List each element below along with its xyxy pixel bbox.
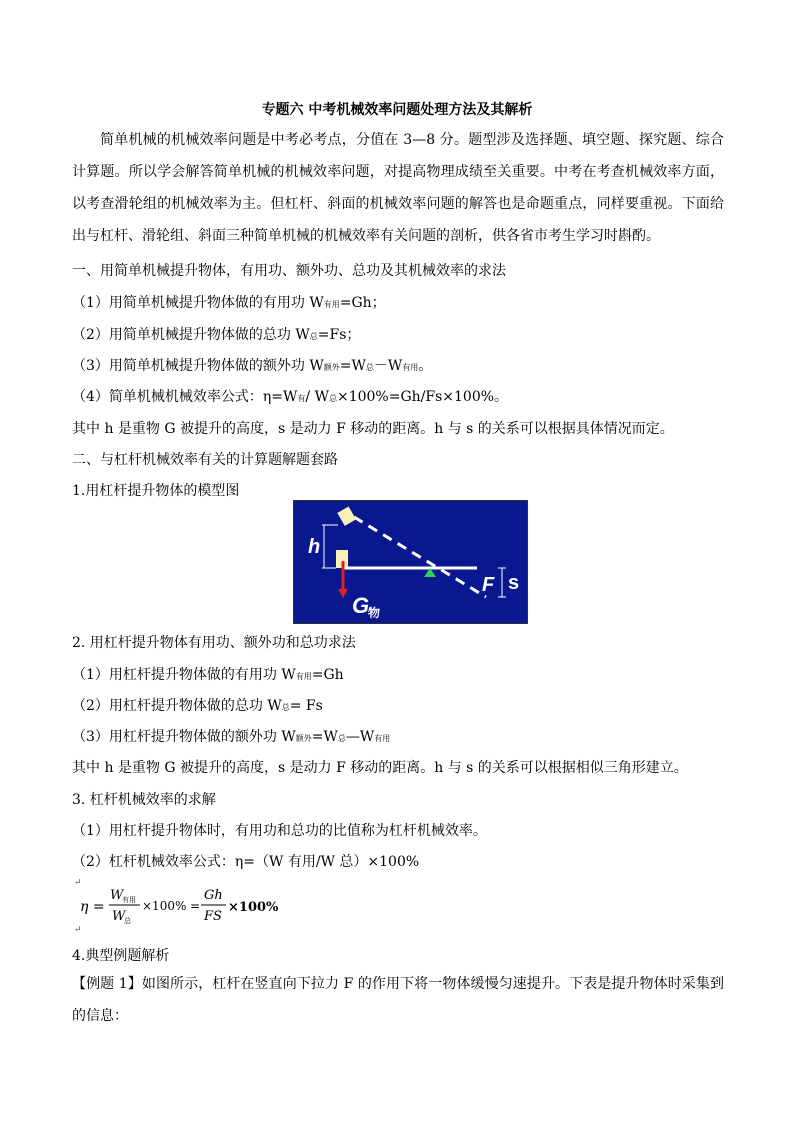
h-label: h (308, 536, 321, 558)
formula-num1: W (110, 888, 124, 903)
g-label: G (352, 593, 370, 618)
section1-heading: 一、用简单机械提升物体，有用功、额外功、总功及其机械效率的求法 (72, 263, 506, 279)
g-sub-label: 物 (368, 606, 381, 620)
section1-item-3: （3）用简单机械提升物体做的额外功 W额外=W总－W有用。 (72, 358, 433, 374)
section1-item-4: （4）简单机械机械效率公式：η=W有/ W总×100%=Gh/Fs×100%。 (72, 389, 509, 405)
section2-sub3: 3. 杠杆机械效率的求解 (72, 792, 216, 808)
intro-paragraph: 简单机械的机械效率问题是中考必考点，分值在 3—8 分。题型涉及选择题、填空题、探究题、综合计算题。所以学会解答简单机械的机械效率问题，对提高物理成绩至关重要。中考在考查机械效率方面，以考查滑轮组的机械效率为主。但杠杆、斜面的机械效率问题的解答也是命题重点，同样要重视。下面给出与杠杆、滑轮组、斜面三种简单机械的机械效率有关问题的剖析，供各省市考生学习时斟酌。 (72, 132, 724, 244)
section2-note: 其中 h 是重物 G 被提升的高度，s 是动力 F 移动的距离。h 与 s 的关系可以根据相似三角形建立。 (72, 760, 688, 776)
return-mark: ↵ (74, 878, 82, 888)
formula-num1-sub: 有用 (122, 896, 136, 904)
formula-eta: η = (80, 899, 105, 915)
section1-item-2: （2）用简单机械提升物体做的总功 W总=Fs； (72, 327, 361, 343)
formula-den2: FS (204, 909, 222, 924)
formula-den1-sub: 总 (124, 917, 131, 925)
section2-heading: 二、与杠杆机械效率有关的计算题解题套路 (72, 452, 338, 468)
section2-sub1: 1.用杠杆提升物体的模型图 (72, 483, 240, 499)
dashed-lever-line (354, 517, 486, 597)
raised-weight-block (337, 506, 356, 525)
formula-den1: W (112, 909, 126, 924)
formula-times1: ×100% = (142, 899, 201, 913)
formula-times2: ×100% (228, 900, 279, 915)
page-title: 专题六 中考机械效率问题处理方法及其解析 (261, 102, 533, 118)
lever-diagram-svg (294, 501, 527, 623)
section2-sub2: 2. 用杠杆提升物体有用功、额外功和总功求法 (72, 635, 356, 651)
lever-model-diagram (293, 500, 528, 624)
section2-efficiency-formula-text: （2）杠杆机械效率公式：η=（W 有用/W 总）×100% (72, 854, 420, 870)
example-1-text: 【例题 1】如图所示，杠杆在竖直向下拉力 F 的作用下将一物体缓慢匀速提升。下表是提升物体时采集到的信息： (72, 976, 724, 1024)
formula-num2: Gh (204, 888, 223, 903)
formula-svg (80, 882, 340, 928)
f-label: F (482, 574, 495, 596)
section1-note: 其中 h 是重物 G 被提升的高度，s 是动力 F 移动的距离。h 与 s 的关系可以根据具体情况而定。 (72, 421, 674, 437)
efficiency-formula (80, 882, 340, 928)
section2-efficiency-def: （1）用杠杆提升物体时，有用功和总功的比值称为杠杆机械效率。 (72, 823, 487, 839)
section2-item-3: （3）用杠杆提升物体做的额外功 W额外=W总—W有用 (72, 729, 391, 745)
section2-sub4: 4.典型例题解析 (72, 948, 170, 964)
gravity-arrow-head (338, 589, 348, 598)
s-label: s (508, 572, 520, 594)
return-mark-2: ↵ (74, 925, 82, 935)
section2-item-1: （1）用杠杆提升物体做的有用功 W有用=Gh (72, 667, 344, 683)
section1-item-1: （1）用简单机械提升物体做的有用功 W有用=Gh； (72, 295, 386, 311)
section2-item-2: （2）用杠杆提升物体做的总功 W总= Fs (72, 698, 323, 714)
